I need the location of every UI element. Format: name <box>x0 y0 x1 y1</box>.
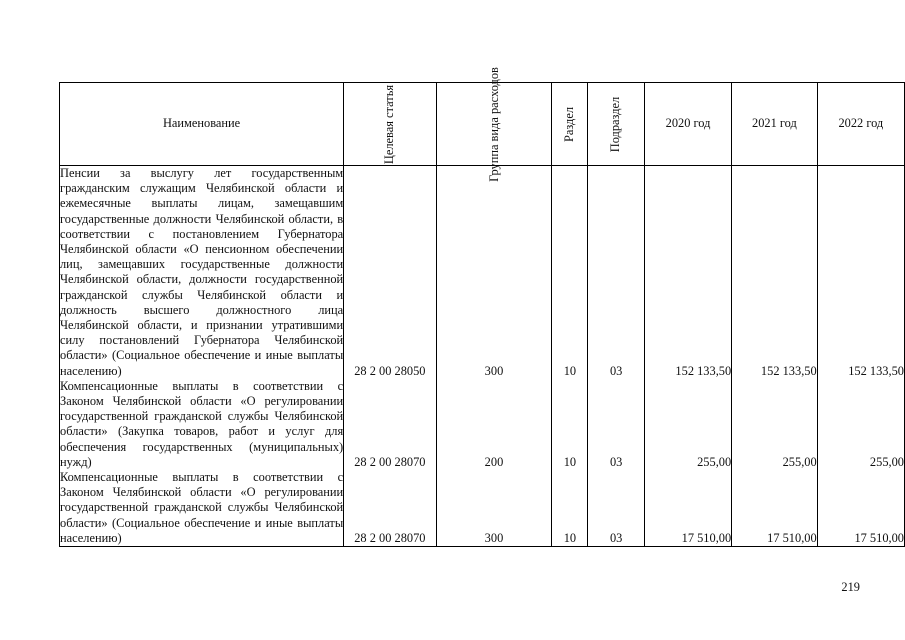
header-name-label: Наименование <box>162 116 241 131</box>
row-name: Пенсии за выслугу лет государственным гражданским служащим Челябинской области и ежемесячные выплаты лицам, замещавшим государственные должности Челябинской области, в соответствии с постановлением Губернатора Челябинской области «О пенсионном обеспечении лиц, замещавших государственные должности Челябинской области, должности государственной гражданской службы Челябинской области и должность высшего должностного лица Челябинской области, и признании утратившими силу постановлений Губернатора Челябинской области» (Социальное обеспечение и иные выплаты населению) <box>60 166 344 378</box>
header-2021-label: 2021 год <box>752 116 797 131</box>
row-2020-value: 255,00 <box>644 379 731 470</box>
header-name <box>60 83 344 166</box>
row-subsection: 03 <box>588 470 644 547</box>
table-row <box>60 470 905 547</box>
row-2020-value: 17 510,00 <box>644 470 731 547</box>
row-name: Компенсационные выплаты в соответствии с Законом Челябинской области «О регулировании государственной гражданской службы Челябинской области» (Социальное обеспечение и иные выплаты населению) <box>60 470 344 545</box>
header-2022-label: 2022 год <box>838 116 884 131</box>
table-row <box>60 379 905 470</box>
header-2020 <box>644 83 731 166</box>
budget-table <box>59 66 905 547</box>
row-2022-value: 17 510,00 <box>817 470 904 547</box>
header-expense-group <box>436 66 552 182</box>
row-section: 10 <box>552 470 588 547</box>
header-row <box>60 83 905 166</box>
row-target-article: 28 2 00 28070 <box>344 470 436 547</box>
header-2022 <box>817 83 904 166</box>
header-target-line2: статья <box>382 84 397 118</box>
row-target-article: 28 2 00 28050 <box>344 166 436 379</box>
header-target-line1: Целевая <box>382 120 397 164</box>
row-section: 10 <box>552 166 588 379</box>
row-section: 10 <box>552 379 588 470</box>
header-section-label: Раздел <box>562 106 577 142</box>
header-subsection <box>588 83 644 166</box>
row-subsection: 03 <box>588 379 644 470</box>
row-expense-group: 200 <box>436 379 552 470</box>
row-2021-value: 17 510,00 <box>732 470 818 547</box>
row-2022-value: 152 133,50 <box>817 166 904 379</box>
row-2021-value: 255,00 <box>732 379 818 470</box>
header-target-article <box>344 83 436 166</box>
header-group-line2: расходов <box>486 66 501 114</box>
page-number: 219 <box>841 580 860 594</box>
header-section <box>552 83 588 166</box>
header-2021 <box>732 83 818 166</box>
header-group-line1: Группа вида <box>486 116 501 182</box>
row-2020-value: 152 133,50 <box>644 166 731 379</box>
row-2021-value: 152 133,50 <box>732 166 818 379</box>
table-row <box>60 166 905 379</box>
row-expense-group: 300 <box>436 166 552 379</box>
row-subsection: 03 <box>588 166 644 379</box>
row-2022-value: 255,00 <box>817 379 904 470</box>
row-target-article: 28 2 00 28070 <box>344 379 436 470</box>
row-name: Компенсационные выплаты в соответствии с Законом Челябинской области «О регулировании государственной гражданской службы Челябинской области» (Закупка товаров, работ и услуг для обеспечения государственных (муниципальных) нужд) <box>60 378 344 469</box>
row-expense-group: 300 <box>436 470 552 547</box>
header-subsection-label: Подраздел <box>608 96 623 152</box>
header-2020-label: 2020 год <box>665 116 711 131</box>
